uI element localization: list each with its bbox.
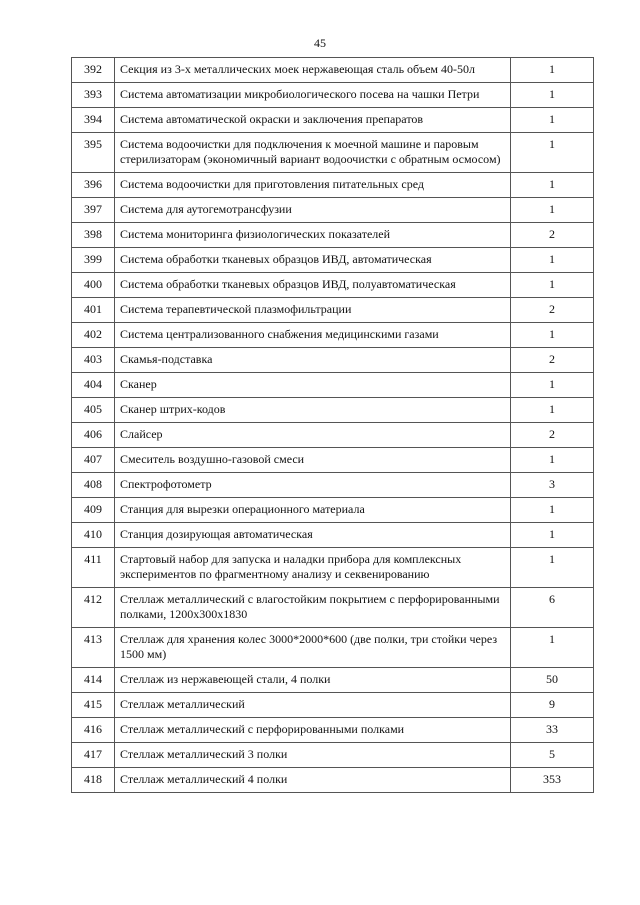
table-body — [72, 58, 594, 793]
table-row — [72, 298, 594, 323]
quantity-cell: 33 — [511, 718, 594, 743]
row-number-cell: 397 — [72, 198, 115, 223]
quantity-cell: 1 — [511, 198, 594, 223]
row-number-cell: 406 — [72, 423, 115, 448]
item-name-cell: Станция дозирующая автоматическая — [115, 523, 511, 548]
quantity-cell: 353 — [511, 768, 594, 793]
table-row — [72, 423, 594, 448]
item-name-cell: Слайсер — [115, 423, 511, 448]
item-name-cell: Стеллаж металлический 4 полки — [115, 768, 511, 793]
row-number-cell: 409 — [72, 498, 115, 523]
item-name-cell: Система для аутогемотрансфузии — [115, 198, 511, 223]
item-name-cell: Стеллаж для хранения колес 3000*2000*600 (две полки, три стойки через 1500 мм) — [115, 628, 511, 668]
item-name-cell: Система централизованного снабжения медицинскими газами — [115, 323, 511, 348]
item-name-cell: Система автоматизации микробиологического посева на чашки Петри — [115, 83, 511, 108]
table-row — [72, 743, 594, 768]
row-number-cell: 413 — [72, 628, 115, 668]
table-row — [72, 348, 594, 373]
table-row — [72, 198, 594, 223]
item-name-cell: Стеллаж металлический с влагостойким покрытием с перфорированными полками, 1200х300х1830 — [115, 588, 511, 628]
item-name-cell: Система мониторинга физиологических показателей — [115, 223, 511, 248]
item-name-cell: Стеллаж металлический с перфорированными полками — [115, 718, 511, 743]
table-row — [72, 108, 594, 133]
row-number-cell: 408 — [72, 473, 115, 498]
item-name-cell: Станция для вырезки операционного материала — [115, 498, 511, 523]
quantity-cell: 1 — [511, 273, 594, 298]
quantity-cell: 1 — [511, 448, 594, 473]
item-name-cell: Секция из 3-х металлических моек нержавеющая сталь объем 40-50л — [115, 58, 511, 83]
quantity-cell: 1 — [511, 58, 594, 83]
quantity-cell: 2 — [511, 223, 594, 248]
quantity-cell: 5 — [511, 743, 594, 768]
row-number-cell: 411 — [72, 548, 115, 588]
row-number-cell: 396 — [72, 173, 115, 198]
row-number-cell: 398 — [72, 223, 115, 248]
row-number-cell: 418 — [72, 768, 115, 793]
table-row — [72, 223, 594, 248]
table-row — [72, 628, 594, 668]
table-row — [72, 398, 594, 423]
item-name-cell: Система обработки тканевых образцов ИВД, полуавтоматическая — [115, 273, 511, 298]
quantity-cell: 1 — [511, 498, 594, 523]
table-row — [72, 498, 594, 523]
table-row — [72, 133, 594, 173]
table-row — [72, 523, 594, 548]
quantity-cell: 2 — [511, 423, 594, 448]
equipment-table — [71, 57, 594, 793]
row-number-cell: 414 — [72, 668, 115, 693]
item-name-cell: Стартовый набор для запуска и наладки прибора для комплексных экспериментов по фрагментному анализу и секвенированию — [115, 548, 511, 588]
row-number-cell: 405 — [72, 398, 115, 423]
row-number-cell: 403 — [72, 348, 115, 373]
row-number-cell: 395 — [72, 133, 115, 173]
quantity-cell: 50 — [511, 668, 594, 693]
quantity-cell: 6 — [511, 588, 594, 628]
item-name-cell: Спектрофотометр — [115, 473, 511, 498]
row-number-cell: 402 — [72, 323, 115, 348]
table-row — [72, 473, 594, 498]
item-name-cell: Система терапевтической плазмофильтрации — [115, 298, 511, 323]
row-number-cell: 393 — [72, 83, 115, 108]
quantity-cell: 1 — [511, 548, 594, 588]
item-name-cell: Система водоочистки для приготовления питательных сред — [115, 173, 511, 198]
quantity-cell: 1 — [511, 83, 594, 108]
table-row — [72, 273, 594, 298]
page-number: 45 — [314, 36, 326, 50]
quantity-cell: 1 — [511, 248, 594, 273]
row-number-cell: 412 — [72, 588, 115, 628]
row-number-cell: 399 — [72, 248, 115, 273]
item-name-cell: Стеллаж металлический — [115, 693, 511, 718]
item-name-cell: Скамья-подставка — [115, 348, 511, 373]
table-row — [72, 448, 594, 473]
table-row — [72, 83, 594, 108]
row-number-cell: 392 — [72, 58, 115, 83]
item-name-cell: Сканер штрих-кодов — [115, 398, 511, 423]
quantity-cell: 1 — [511, 133, 594, 173]
quantity-cell: 1 — [511, 523, 594, 548]
item-name-cell: Система автоматической окраски и заключения препаратов — [115, 108, 511, 133]
row-number-cell: 416 — [72, 718, 115, 743]
row-number-cell: 410 — [72, 523, 115, 548]
row-number-cell: 394 — [72, 108, 115, 133]
row-number-cell: 417 — [72, 743, 115, 768]
table-row — [72, 588, 594, 628]
item-name-cell: Система обработки тканевых образцов ИВД, автоматическая — [115, 248, 511, 273]
row-number-cell: 404 — [72, 373, 115, 398]
row-number-cell: 415 — [72, 693, 115, 718]
table-row — [72, 768, 594, 793]
item-name-cell: Стеллаж металлический 3 полки — [115, 743, 511, 768]
quantity-cell: 2 — [511, 298, 594, 323]
quantity-cell: 9 — [511, 693, 594, 718]
quantity-cell: 1 — [511, 628, 594, 668]
quantity-cell: 1 — [511, 398, 594, 423]
row-number-cell: 400 — [72, 273, 115, 298]
quantity-cell: 2 — [511, 348, 594, 373]
table-row — [72, 548, 594, 588]
item-name-cell: Смеситель воздушно-газовой смеси — [115, 448, 511, 473]
quantity-cell: 1 — [511, 323, 594, 348]
item-name-cell: Система водоочистки для подключения к моечной машине и паровым стерилизаторам (экономичный вариант водоочистки с обратным осмосом) — [115, 133, 511, 173]
quantity-cell: 1 — [511, 108, 594, 133]
table-row — [72, 58, 594, 83]
table-row — [72, 693, 594, 718]
table-row — [72, 373, 594, 398]
row-number-cell: 401 — [72, 298, 115, 323]
table-row — [72, 718, 594, 743]
table-row — [72, 668, 594, 693]
table-row — [72, 323, 594, 348]
item-name-cell: Стеллаж из нержавеющей стали, 4 полки — [115, 668, 511, 693]
item-name-cell: Сканер — [115, 373, 511, 398]
quantity-cell: 3 — [511, 473, 594, 498]
quantity-cell: 1 — [511, 173, 594, 198]
table-row — [72, 173, 594, 198]
row-number-cell: 407 — [72, 448, 115, 473]
table-row — [72, 248, 594, 273]
quantity-cell: 1 — [511, 373, 594, 398]
